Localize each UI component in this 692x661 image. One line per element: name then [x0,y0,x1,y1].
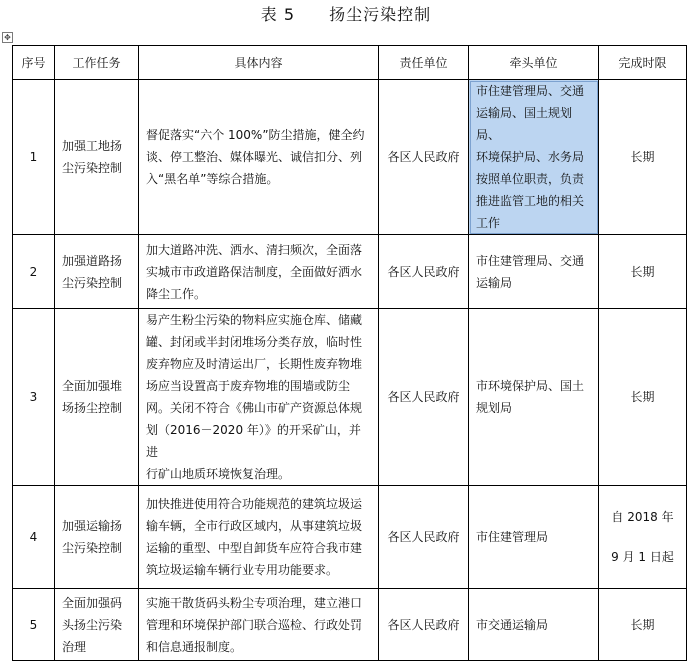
row-deadline: 长期 [599,309,687,486]
row-content: 加大道路冲洗、洒水、清扫频次，全面落 实城市市政道路保洁制度，全面做好洒水 降尘工作。 [139,235,379,309]
row-task: 全面加强堆 场扬尘控制 [55,309,139,486]
table-row [13,589,687,661]
row-responsible: 各区人民政府 [379,589,469,661]
row-lead: 市住建管理局 [469,486,599,589]
table-row [13,309,687,486]
row-task: 加强道路扬 尘污染控制 [55,235,139,309]
row-responsible: 各区人民政府 [379,486,469,589]
row-content: 加快推进使用符合功能规范的建筑垃圾运 输车辆，全市行政区域内，从事建筑垃圾 运输的重型、中型自卸货车应符合我市建 筑垃圾运输车辆行业专用功能要求。 [139,486,379,589]
row-lead: 市交通运输局 [469,589,599,661]
row-no: 1 [13,80,55,235]
row-deadline: 长期 [599,80,687,235]
header-task: 工作任务 [55,46,139,80]
row-task: 全面加强码 头扬尘污染 治理 [55,589,139,661]
header-lead: 牵头单位 [469,46,599,80]
row-no: 3 [13,309,55,486]
row-no: 5 [13,589,55,661]
dust-control-table [12,45,687,661]
row-deadline: 自 2018 年 9 月 1 日起 [599,486,687,589]
row-task: 加强运输扬 尘污染控制 [55,486,139,589]
table-row [13,235,687,309]
row-responsible: 各区人民政府 [379,80,469,235]
header-deadline: 完成时限 [599,46,687,80]
row-content: 实施干散货码头粉尘专项治理，建立港口 管理和环境保护部门联合巡检、行政处罚 和信息通报制度。 [139,589,379,661]
header-content: 具体内容 [139,46,379,80]
table-number: 表 5 [260,5,296,24]
header-no: 序号 [13,46,55,80]
row-content: 易产生粉尘污染的物料应实施仓库、储藏 罐、封闭或半封闭堆场分类存放，临时性 废弃物应及时清运出厂，长期性废弃物堆 场应当设置高于废弃物堆的围墙或防尘 网。关闭不符合《佛山市矿产资源总体规 划（2016－2020 年）》的开采矿山，并进 行矿山地质环境恢复治理。 [139,309,379,486]
row-deadline: 长期 [599,589,687,661]
row-lead-selected[interactable]: 市住建管理局、交通 运输局、国土规划局、 环境保护局、水务局 按照单位职责，负责 推进监管工地的相关 工作 [469,80,599,235]
row-no: 4 [13,486,55,589]
row-content: 督促落实“六个 100%”防尘措施，健全约 谈、停工整治、媒体曝光、诚信扣分、列 入“黑名单”等综合措施。 [139,80,379,235]
table-row [13,486,687,589]
header-responsible: 责任单位 [379,46,469,80]
move-handle-icon[interactable]: ✥ [2,32,13,43]
row-responsible: 各区人民政府 [379,309,469,486]
row-task: 加强工地扬 尘污染控制 [55,80,139,235]
table-title [0,2,692,28]
row-responsible: 各区人民政府 [379,235,469,309]
header-row [13,46,687,80]
table-caption: 扬尘污染控制 [329,5,432,24]
row-lead: 市住建管理局、交通 运输局 [469,235,599,309]
row-deadline: 长期 [599,235,687,309]
row-no: 2 [13,235,55,309]
table-row [13,80,687,235]
row-lead: 市环境保护局、国土 规划局 [469,309,599,486]
